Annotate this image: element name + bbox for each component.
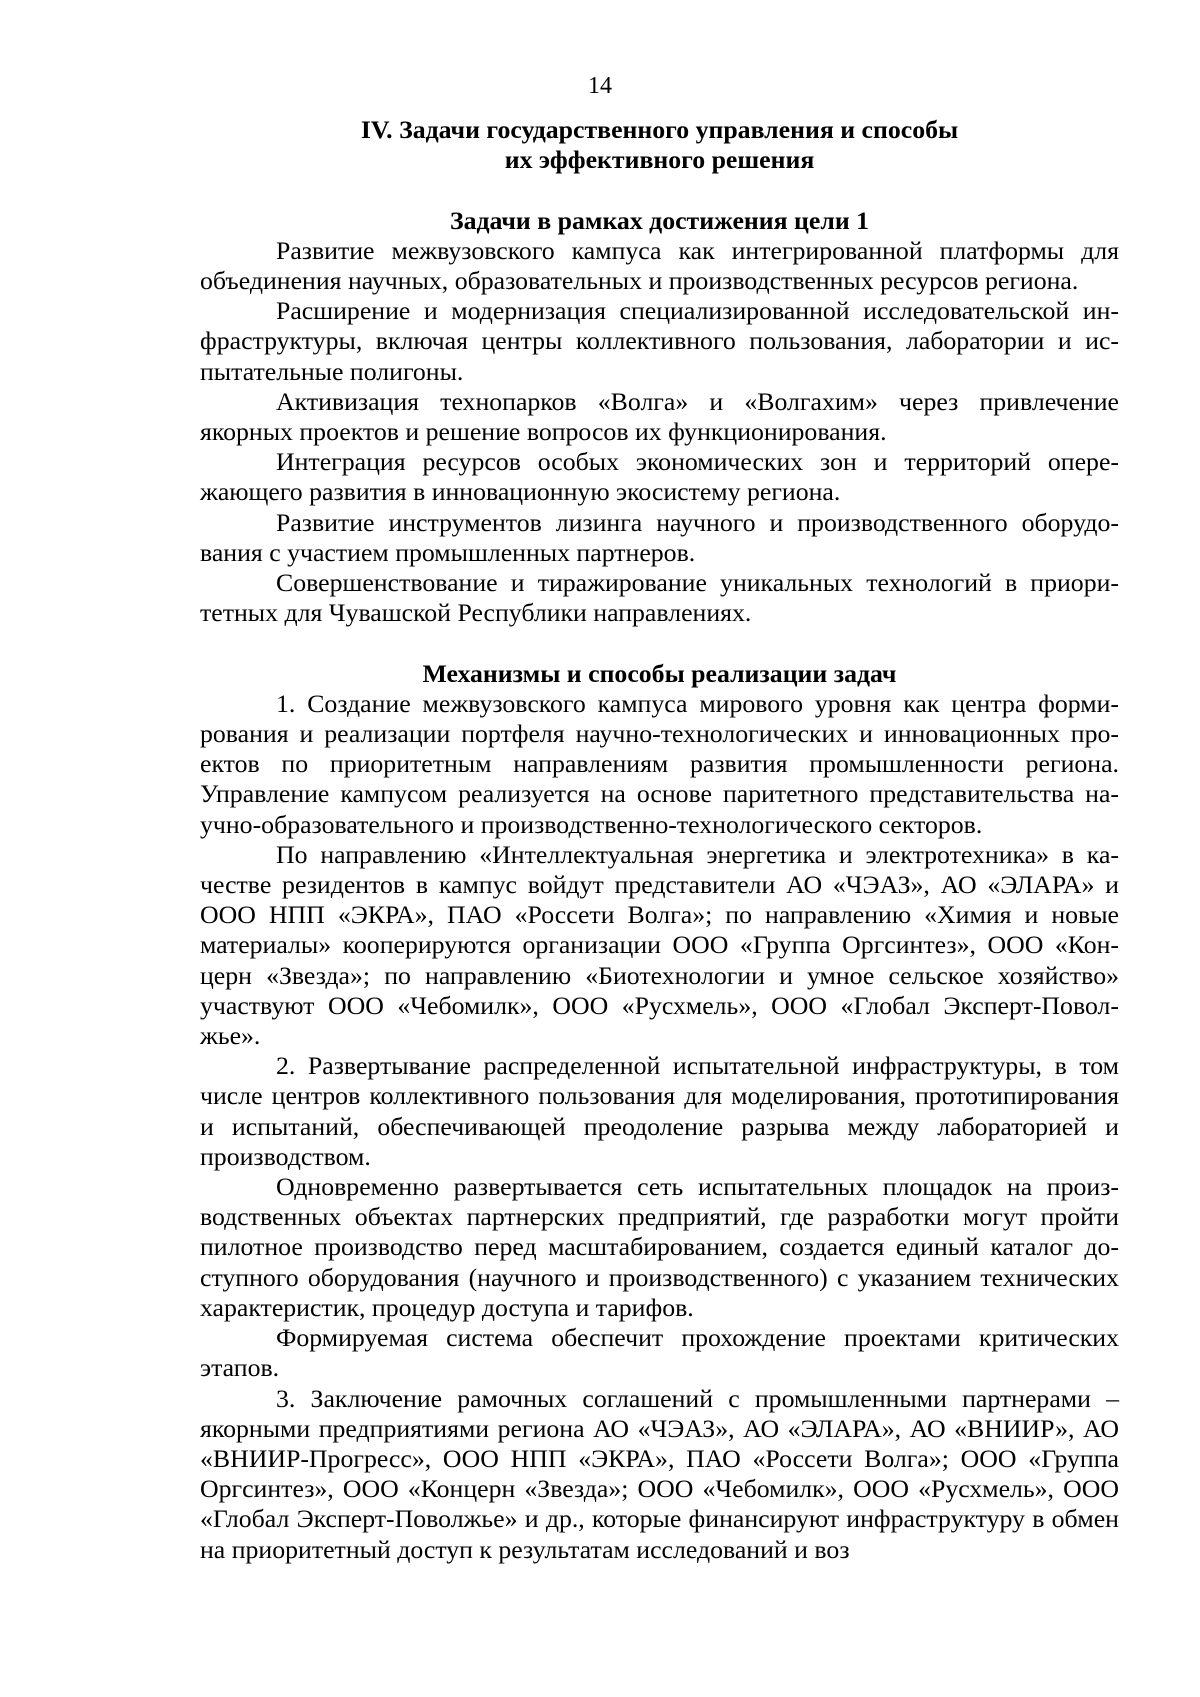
subsection-title-mechanisms: Механизмы и способы реализации задач xyxy=(422,658,897,688)
task-paragraph: Активизация технопарков «Волга» и «Волгахим» через привлечение якорных проектов и решение вопросов их функционирования. xyxy=(200,386,1119,447)
mechanism-paragraph: По направлению «Интеллектуальная энергетика и электротехника» в качестве резидентов в кампус войдут представители АО «ЧЭАЗ», АО «ЭЛАРА» и ООО НПП «ЭКРА», ПАО «Россети Волга»; по направлению «Химия и новые материалы» кооперируются организации ООО «Группа Оргсинтез», ООО «Концерн «Звезда»; по направлению «Биотехнологии и умное сельское хозяйство» участвуют ООО «Чебомилк», ООО «Русхмель», ООО «Глобал Эксперт-Поволжье». xyxy=(200,839,1119,1051)
task-paragraph: Совершенствование и тиражирование уникальных технологий в приоритетных для Чувашской Республики направлениях. xyxy=(200,568,1119,628)
task-paragraph: Расширение и модернизация специализированной исследовательской инфраструктуры, включая центры коллективного пользования, лаборатории и испытательные полигоны. xyxy=(200,296,1119,386)
mechanism-paragraph: Формируемая система обеспечит прохождение проектами критических этапов. xyxy=(200,1323,1119,1383)
mechanism-paragraph: Одновременно развертывается сеть испытательных площадок на производственных объектах партнерских предприятий, где разработки могут пройти пилотное производство перед масштабированием, создается единый каталог доступного оборудования (научного и производственного) с указанием технических характеристик, процедур доступа и тарифов. xyxy=(200,1172,1119,1322)
mechanism-paragraph: 1. Создание межвузовского кампуса мирового уровня как центра формирования и реализации портфеля научно-технологических и инновационных проектов по приоритетным направлениям развития промышленности региона. Управление кампусом реализуется на основе паритетного представительства научно-образовательного и производственно-технологического секторов. xyxy=(200,688,1119,839)
section-title-line-1: IV. Задачи государственного управления и способы xyxy=(360,115,959,144)
task-paragraph: Развитие межвузовского кампуса как интегрированной платформы для объединения научных, образовательных и производственных ресурсов региона. xyxy=(200,235,1119,295)
task-paragraph: Интеграция ресурсов особых экономических зон и территорий опережающего развития в инновационную экосистему региона. xyxy=(200,447,1119,507)
spacer xyxy=(200,628,1119,658)
mechanism-paragraph: 3. Заключение рамочных соглашений с промышленными партнерами – якорными предприятиями региона АО «ЧЭАЗ», АО «ЭЛАРА», АО «ВНИИР», АО «ВНИИР-Прогресс», ООО НПП «ЭКРА», ПАО «Россети Волга»; ООО «Группа Оргсинтез», ООО «Концерн «Звезда»; ООО «Чебомилк», ООО «Русхмель», ООО «Глобал Эксперт-Поволжье» и др., которые финансируют инфраструктуру в обмен на приоритетный доступ к результатам исследований и воз xyxy=(200,1383,1119,1564)
mechanism-paragraph: 2. Развертывание распределенной испытательной инфраструктуры, в том числе центров коллективного пользования для моделирования, прототипирования и испытаний, обеспечивающей преодоление разрыва между лабораторией и производством. xyxy=(200,1051,1119,1171)
document-body xyxy=(200,115,1119,1565)
page-number: 14 xyxy=(588,73,612,99)
subsection-title-goals: Задачи в рамках достижения цели 1 xyxy=(449,205,870,235)
spacer xyxy=(200,175,1119,205)
section-title-line-2: их эффективного решения xyxy=(504,145,815,175)
task-paragraph: Развитие инструментов лизинга научного и производственного оборудования с участием промышленных партнеров. xyxy=(200,507,1119,567)
